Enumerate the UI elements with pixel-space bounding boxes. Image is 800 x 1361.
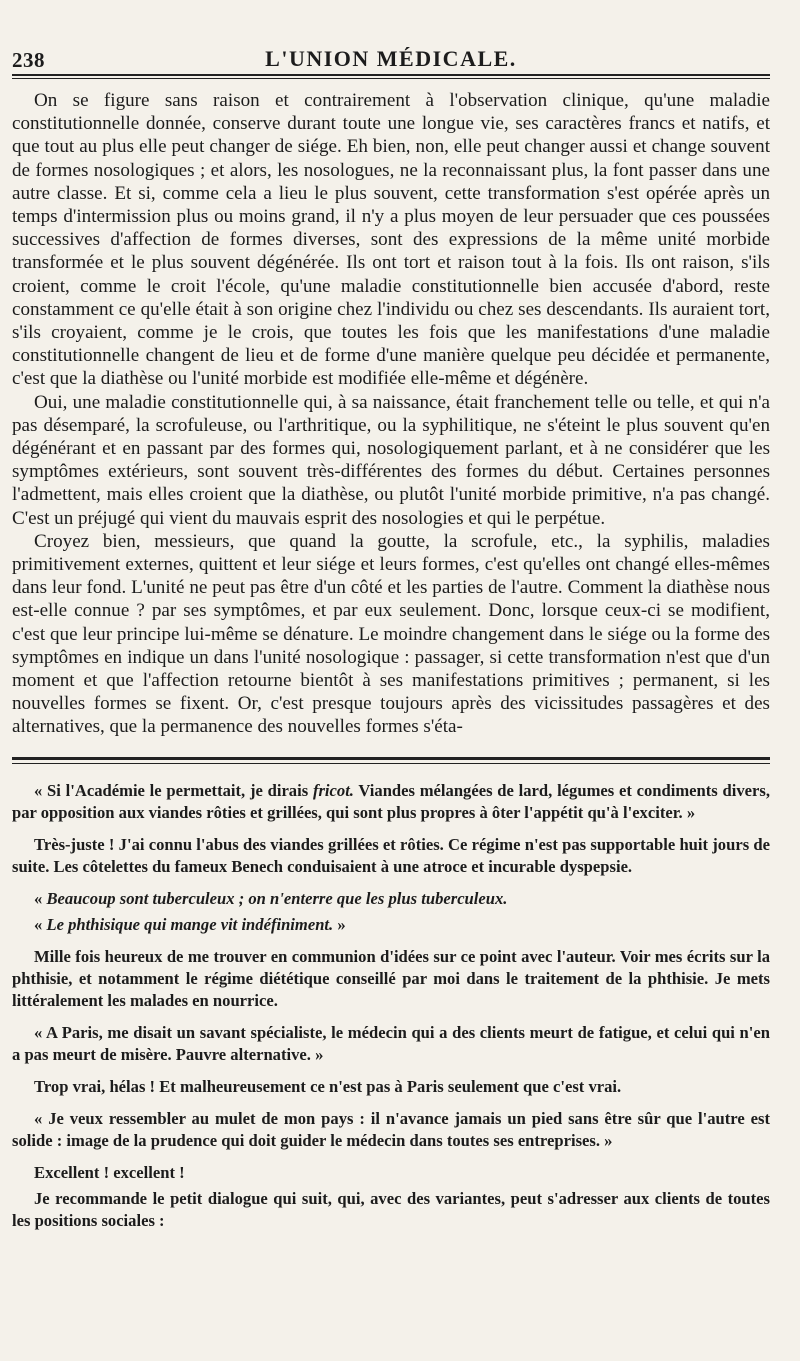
paragraph: On se figure sans raison et contrairement à l'observation clinique, qu'une maladie constitutionnelle donnée, conserve durant toute une longue vie, ses caractères francs et natifs, et que tout au plus elle peut changer de siége. Eh bien, non, elle peut changer aussi et change souvent de formes nosologiques ; et alors, les nosologues, ne la reconnaissant plus, la font passer dans une autre classe. Et si, comme cela a lieu le plus souvent, cette transformation s'est opérée après un temps d'intermission plus ou moins grand, il n'y a plus moyen de leur persuader que ces poussées successives d'affection de formes diverses, sont des expressions de la même unité morbide transformée et le plus souvent dégénérée. Ils ont tort et raison tout à la fois. Ils ont raison, s'ils croient, comme le croit l'école, qu'une maladie constitutionnelle bien accusée d'abord, reste constamment ce qu'elle était à son origine chez l'individu ou chez ses descendants. Ils auraient tort, s'ils croyaient, comme je le crois, que toutes les fois que les manifestations d'une maladie constitutionnelle changent de lieu et de forme d'une manière quelque peu décidée et permanente, c'est que la diathèse ou l'unité morbide est modifiée elle-même et dégénère.	[12, 90, 770, 390]
quote-line	[12, 914, 770, 936]
note-italic-word: fricot.	[312, 780, 354, 800]
note-paragraph: Trop vrai, hélas ! Et malheureusement ce n'est pas à Paris seulement que c'est vrai.	[34, 1076, 622, 1096]
notes-rule	[12, 757, 770, 764]
note-text: « Si l'Académie le permettait, je dirais	[34, 780, 313, 800]
note-paragraph: Très-juste ! J'ai connu l'abus des viandes grillées et rôties. Ce régime n'est pas supportable huit jours de suite. Les côtelettes du fameux Benech conduisaient à une atroce et incurable dyspepsie.	[12, 834, 770, 876]
note-text: Viandes mélangées de lard, légumes et condiments divers, par opposition aux viandes rôties et grillées, qui sont plus propres à ôter l'appétit qu'à l'exciter. »	[12, 780, 770, 822]
quote-mark: «	[34, 914, 47, 934]
quote-text: Beaucoup sont tuberculeux ; on n'enterre que les plus tuberculeux.	[46, 888, 508, 908]
notes-section	[12, 780, 770, 1232]
note-paragraph: Excellent ! excellent !	[34, 1162, 185, 1182]
note-paragraph: « Je veux ressembler au mulet de mon pays : il n'avance jamais un pied sans être sûr que l'autre est solide : image de la prudence qui doit guider le médecin dans toutes ses entreprises. »	[12, 1108, 770, 1150]
page-header	[12, 38, 770, 72]
note-paragraph	[12, 780, 770, 824]
note-paragraph: Mille fois heureux de me trouver en communion d'idées sur ce point avec l'auteur. Voir mes écrits sur la phthisie, et notamment le régime diététique conseillé par moi dans le traitement de la phthisie. Je mets littéralement les malades en nourrice.	[12, 946, 770, 1010]
running-title: L'UNION MÉDICALE.	[265, 46, 517, 71]
note-paragraph: Je recommande le petit dialogue qui suit, qui, avec des variantes, peut s'adresser aux clients de toutes les positions sociales :	[12, 1188, 770, 1230]
quote-text: Le phthisique qui mange vit indéfiniment.	[46, 914, 334, 934]
paragraph: Oui, une maladie constitutionnelle qui, à sa naissance, était franchement telle ou telle, et qui n'a pas désemparé, la scrofuleuse, ou l'arthritique, ou la syphilitique, ne s'éteint le plus souvent qu'en dégénérant et en passant par des formes qui, nosologiquement parlant, et à ne considérer que les symptômes extérieurs, sont souvent très-différentes des formes du début. Certaines personnes l'admettent, mais elles croient que la diathèse, ou plutôt l'unité morbide primitive, n'a pas changé. C'est un préjugé qui vient du mauvais esprit des nosologies et qui le perpétue.	[12, 391, 770, 529]
page-number: 238	[12, 48, 45, 72]
note-paragraph: « A Paris, me disait un savant spécialiste, le médecin qui a des clients meurt de fatigue, et celui qui n'en a pas meurt de misère. Pauvre alternative. »	[12, 1022, 770, 1064]
quote-mark: «	[34, 888, 47, 908]
header-rule	[12, 74, 770, 79]
quote-line	[12, 888, 770, 910]
main-text	[12, 89, 770, 739]
paragraph: Croyez bien, messieurs, que quand la goutte, la scrofule, etc., la syphilis, maladies primitivement externes, quittent et leur siége et leurs formes, c'est qu'elles ont changé elles-mêmes dans leur fond. L'unité ne peut pas être d'un côté et les parties de l'autre. Comment la diathèse nous est-elle connue ? par ses symptômes, et par eux seulement. Donc, lorsque ceux-ci se modifient, c'est que leur principe lui-même se dénature. Le moindre changement dans le siége ou la forme des symptômes en indique un dans l'unité nosologique : passager, si cette transformation n'est que d'un moment et que l'affection retourne bientôt à ses manifestations primitives ; permanent, si les nouvelles formes se fixent. Or, c'est presque toujours après des vicissitudes passagères et des alternatives, que la permanence des nouvelles formes s'éta-	[12, 530, 770, 738]
quote-mark: »	[333, 914, 346, 934]
